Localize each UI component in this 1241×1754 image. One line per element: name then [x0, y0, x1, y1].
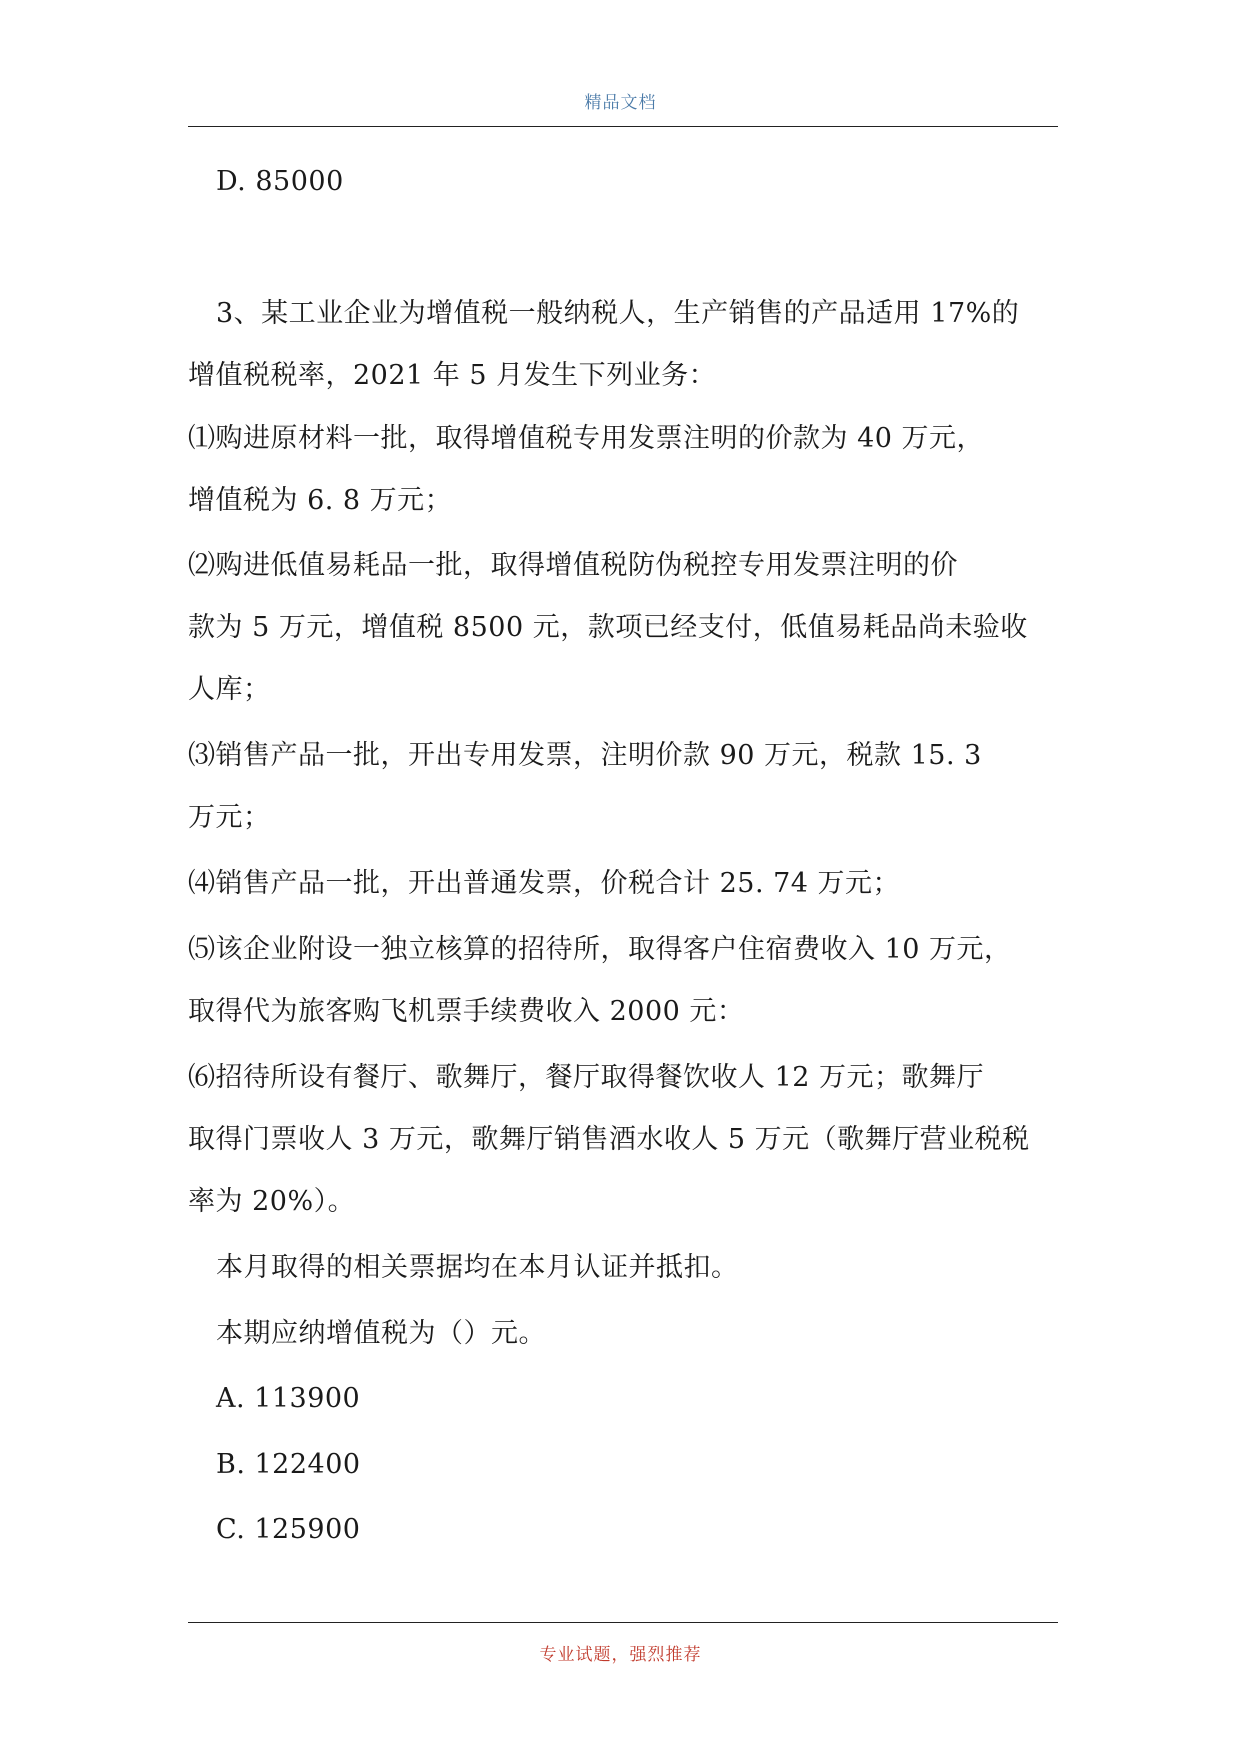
- item-5-line-1: ⑸该企业附设一独立核算的招待所，取得客户住宿费收入 10 万元，: [188, 934, 1012, 965]
- question-3-line-2: 增值税税率，2021 年 5 月发生下列业务：: [188, 360, 717, 391]
- question-3-line-1: 3、某工业企业为增值税一般纳税人，生产销售的产品适用 17%的: [216, 298, 1020, 329]
- option-b: B. 122400: [216, 1449, 361, 1480]
- page-header-title: 精品文档: [584, 93, 657, 113]
- option-a: A. 113900: [216, 1383, 361, 1414]
- item-5-line-2: 取得代为旅客购飞机票手续费收入 2000 元：: [188, 996, 745, 1027]
- item-6-line-3: 率为 20%）。: [188, 1186, 356, 1217]
- item-2-line-1: ⑵购进低值易耗品一批，取得增值税防伪税控专用发票注明的价: [188, 550, 958, 581]
- item-2-line-2: 款为 5 万元，增值税 8500 元，款项已经支付，低值易耗品尚未验收: [188, 612, 1028, 643]
- option-d-previous: D. 85000: [216, 166, 344, 197]
- note-text: 本月取得的相关票据均在本月认证并抵扣。: [216, 1252, 739, 1283]
- header-divider: [188, 126, 1058, 127]
- item-6-line-1: ⑹招待所设有餐厅、歌舞厅，餐厅取得餐饮收人 12 万元；歌舞厅: [188, 1062, 985, 1093]
- item-1-line-2: 增值税为 6. 8 万元；: [188, 485, 453, 516]
- item-2-line-3: 人库；: [188, 674, 271, 705]
- option-c: C. 125900: [216, 1514, 361, 1545]
- footer-divider: [188, 1622, 1058, 1623]
- item-1-line-1: ⑴购进原材料一批，取得增值税专用发票注明的价款为 40 万元，: [188, 423, 985, 454]
- item-4-line-1: ⑷销售产品一批，开出普通发票，价税合计 25. 74 万元；: [188, 868, 901, 899]
- item-3-line-2: 万元；: [188, 802, 271, 833]
- page-footer-text: 专业试题，强烈推荐: [539, 1645, 702, 1665]
- item-6-line-2: 取得门票收人 3 万元，歌舞厅销售酒水收人 5 万元（歌舞厅营业税税: [188, 1124, 1030, 1155]
- item-3-line-1: ⑶销售产品一批，开出专用发票，注明价款 90 万元，税款 15. 3: [188, 740, 982, 771]
- question-text: 本期应纳增值税为（）元。: [216, 1318, 546, 1349]
